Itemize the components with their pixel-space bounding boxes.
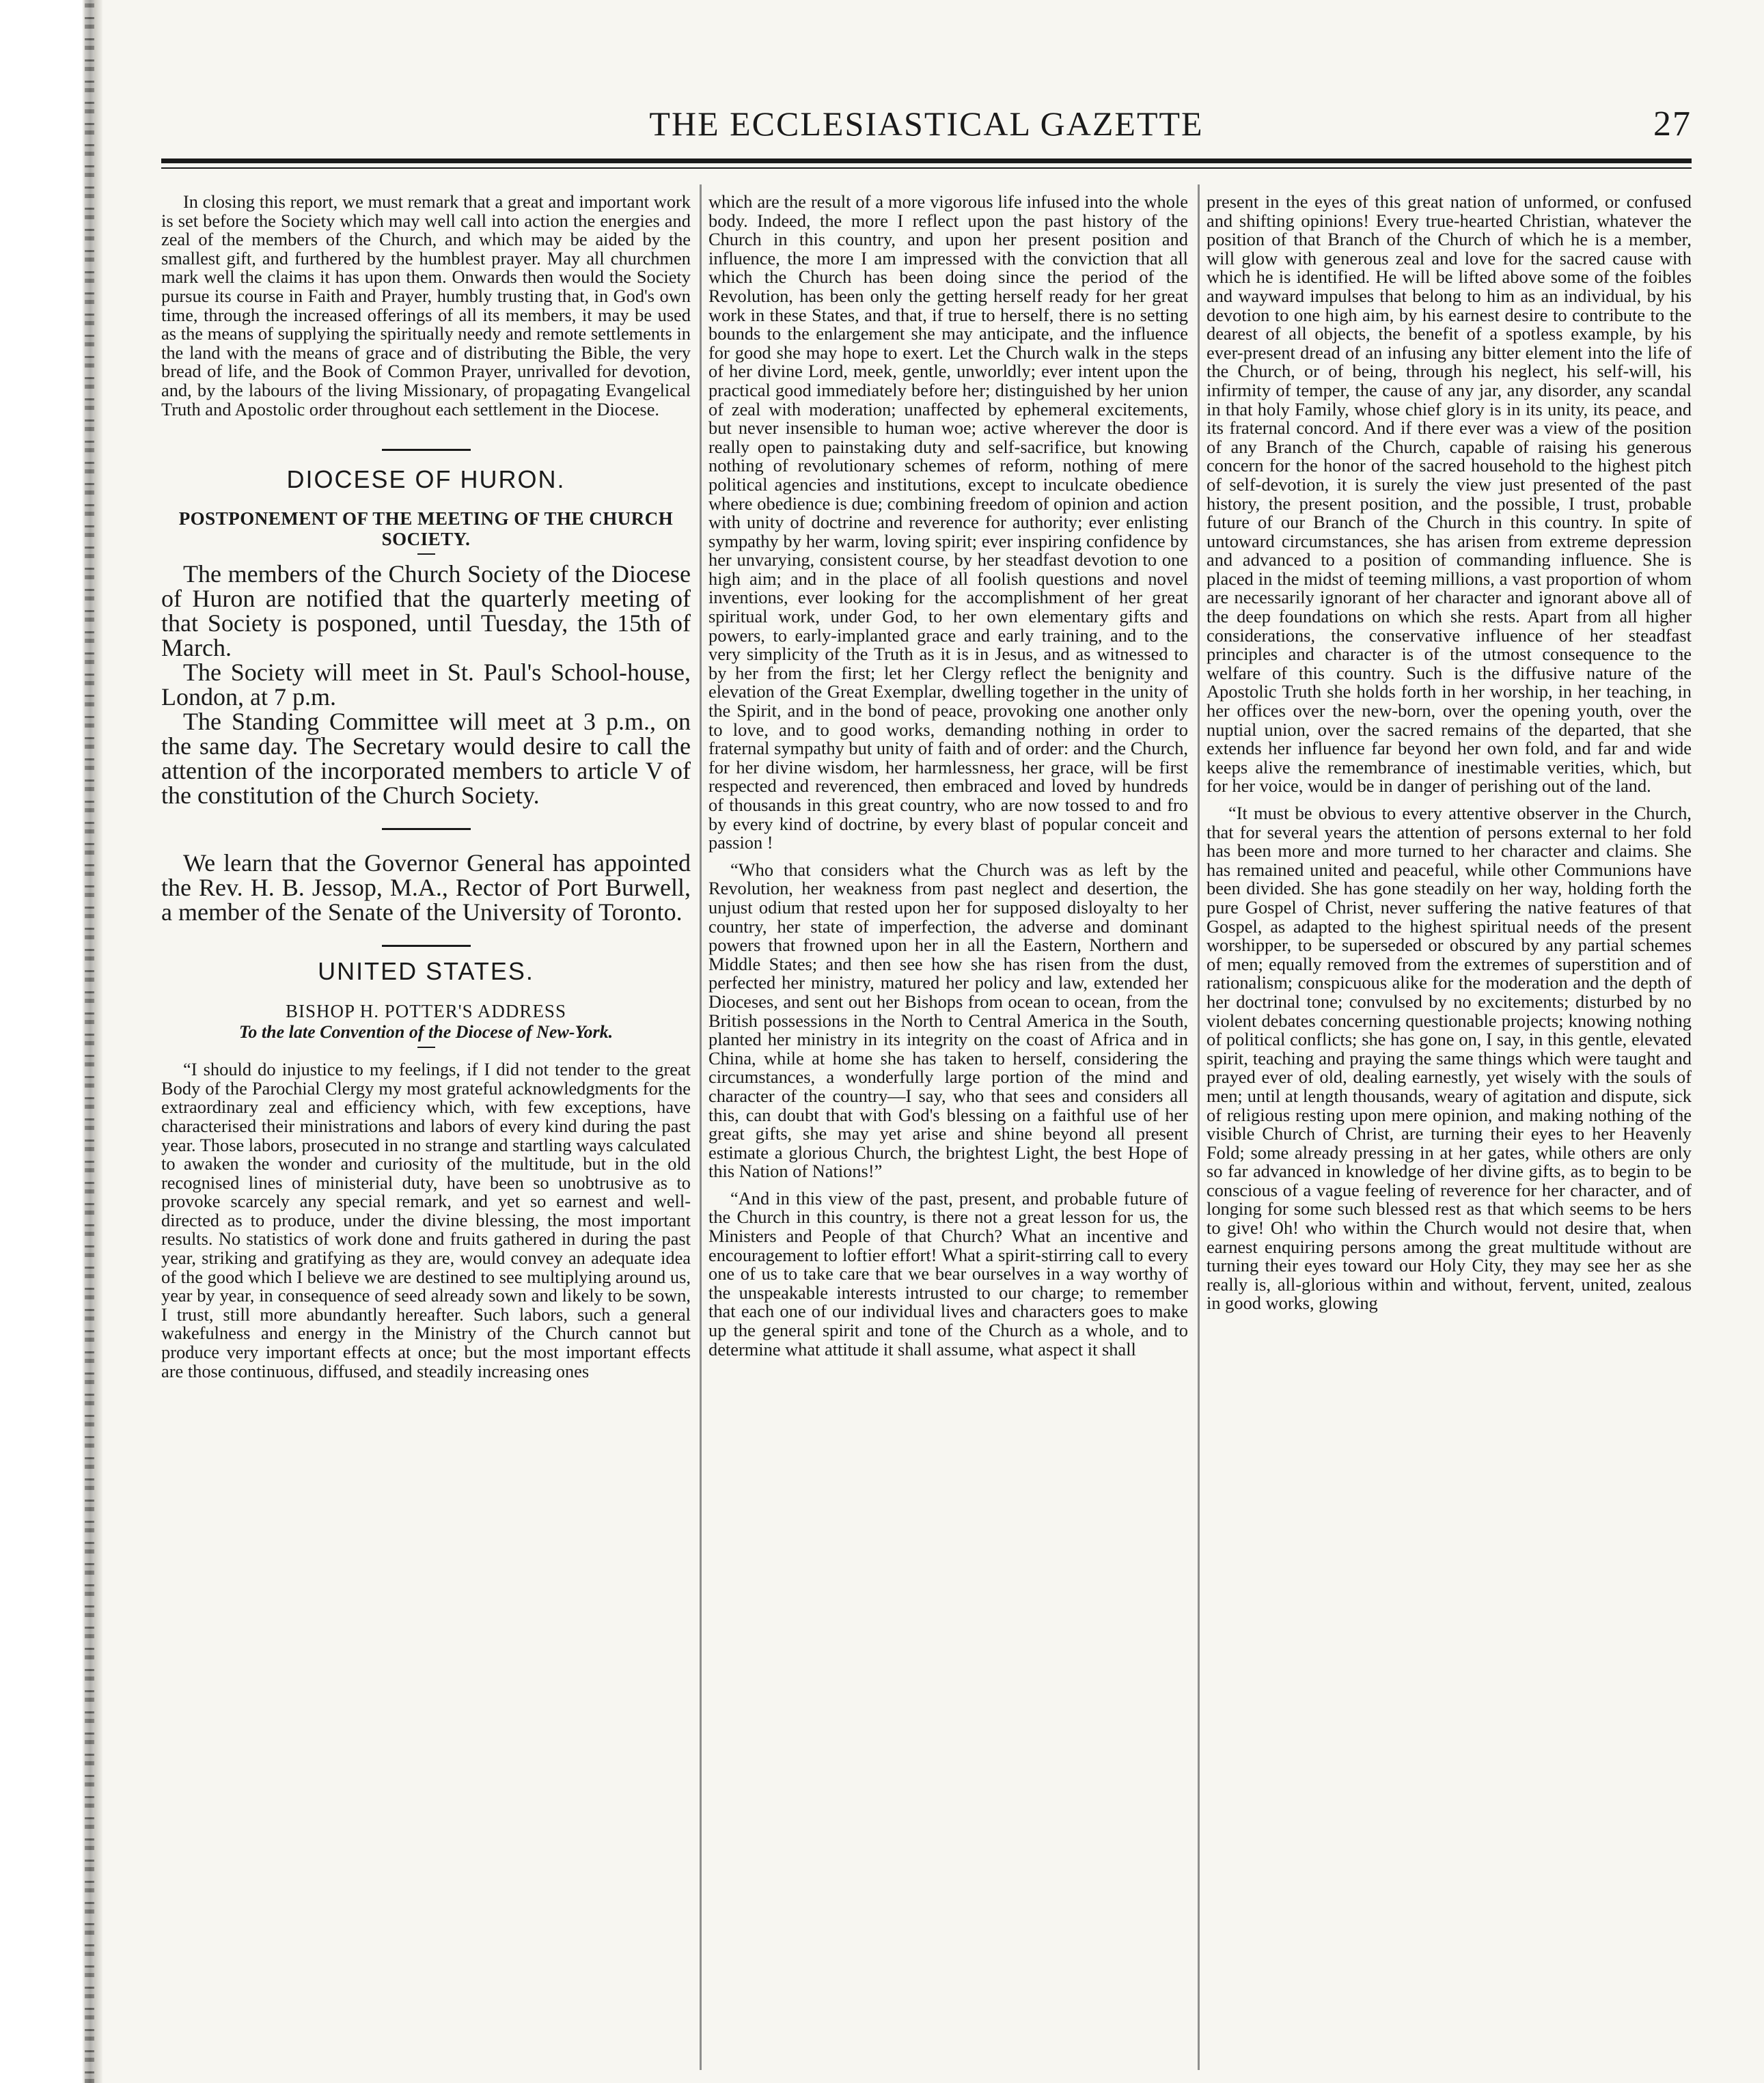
notice-meeting-place: The Society will meet in St. Paul's School-house, London, at 7 p.m.	[161, 659, 691, 711]
running-header	[161, 104, 1692, 143]
publication-title: THE ECCLESIASTICAL GAZETTE	[649, 105, 1204, 143]
paragraph-closing-report: In closing this report, we must remark that a great and important work is set before the Society which may well call into action the energies and zeal of the members of the Church, and which may be aided by the smallest gift, and furthered by the humblest prayer. May all churchmen mark well the claims it has upon them. Onwards then would the Society pursue its course in Faith and Prayer, humbly trusting that, in God's own time, through the increased offerings of all its members, it may be used as the means of supplying the spiritually needy and remote settlements in the land with the means of grace and of distributing the Bible, the very bread of life, and the Book of Common Prayer, unrivalled for devotion, and, by the labours of the living Missionary, of propagating Evangelical Truth and Apostolic order throughout each settlement in the Diocese.	[161, 193, 691, 419]
paragraph-potter-address: “I should do injustice to my feelings, if I did not tender to the great Body of the Parochial Clergy my most grateful acknowledgments for the extraordinary zeal and efficiency which, with few exceptions, have characterised their ministrations and labors of every kind during the past year. Those labors, prosecuted in no strange and startling ways calculated to awaken the wonder and curiosity of the multitude, but in the old recognised lines of ministerial duty, have been so unobtrusive as to provoke scarcely any special remark, and yet so earnest and well-directed as to produce, under the divine blessing, the most important results. No statistics of work done and fruits gathered in during the past year, striking and gratifying as they are, would convey an adequate idea of the good which I believe we are destined to see multiplying around us, year by year, in consequence of seed already sown and likely to be sown, I trust, still more abundantly hereafter. Such labors, such a general wakefulness and energy in the Ministry of the Church cannot but produce very important effects at once; but the most important effects are those continuous, diffused, and steadily increasing ones	[161, 1059, 691, 1381]
page-binding-edge	[0, 0, 102, 2083]
paragraph-revolution: “Who that considers what the Church was as left by the Revolution, her weakness from past neglect and desertion, the unjust odium that rested upon her for supposed disloyalty to her country, her state of imperfection, the adverse and dominant powers that frowned upon her in all the Eastern, Northern and Middle States; and then see how she has risen from the dust, perfected her ministry, matured her policy and law, extended her Dioceses, and sent out her Bishops from ocean to ocean, from the British possessions in the North to Central America in the South, planted her ministry in its integrity on the coast of Africa and in China, while at home she has taken to herself, considering the circumstances, a wonderfully large portion of the mind and character of the country—I say, who that sees and considers all this, can doubt that with God's blessing on a faithful use of her great gifts, she may yet arise and shine beyond all present estimate a glorious Church, the brightest Light, the best Hope of this Nation of Nations!”	[708, 859, 1188, 1182]
paragraph-attentive-observer: “It must be obvious to every attentive observer in the Church, that for several years the attention of persons external to her fold has been more and more turned to her character and claims. She has remained united and peaceful, while other Communions have been divided. She has gone steadily on her way, holding forth the pure Gospel of Christ, never suffering the native features of that Gospel, as adapted to the highest spiritual needs of the present worshipper, to be superseded or obscured by any partial schemes of men; equally removed from the extremes of superstition and of rationalism; conspicuous alike for the moderation and the depth of her doctrinal tone; convulsed by no excitements; disturbed by no violent debates concerning questionable projects; knowing nothing of political conflicts; she has gone on, I say, in this gentle, elevated spirit, teaching and praying the same things which were taught and prayed ever of old, dealing earnestly, yet wisely with the souls of men; until at length thousands, weary of agitation and dispute, sick of religious resting upon mere opinion, and making nothing of the visible Church of Christ, are turning their eyes to her Heavenly Fold; some already pressing in at her gates, while others are only so far advanced in knowledge of her divine gifts, as to begin to be conscious of a vague feeling of reverence for her character, and of longing for some such blessed rest as that which seems to be hers to give! Oh! who within the Church would not desire that, when earnest enquiring persons among the great multitude without are turning their eyes toward our Holy City, they may see her as she really is, all-glorious within and without, fervent, united, zealous in good works, glowing	[1207, 803, 1692, 1314]
header-rule-thick	[161, 158, 1692, 163]
column-3	[1207, 193, 1692, 2071]
header-rule-thin	[161, 167, 1692, 169]
notice-appointment: We learn that the Governor General has appointed the Rev. H. B. Jessop, M.A., Rector of Port Burwell, a member of the Senate of the University of Toronto.	[161, 849, 691, 926]
page-number: 27	[1653, 105, 1692, 143]
heading-dash	[417, 553, 435, 555]
paragraph-true-hearted-christian: present in the eyes of this great nation of unformed, or confused and shifting opinions! Every true-hearted Christian, whatever the position of that Branch of the Church of which he is a member, will glow with generous zeal and love for the sacred cause with which he is identified. He will be lifted above some of the foibles and wayward impulses that belong to him as an individual, by his devotion to one high aim, by his earnest desire to contribute to the dearest of all objects, the benefit of a spotless example, by his ever-present dread of an infusing any bitter element into the life of the Church, or of being, through his neglect, his self-will, his infirmity of temper, the cause of any jar, any disorder, any scandal in that holy Family, whose chief glory is in its unity, its peace, and its fraternal concord. And if there ever was a view of the position of any Branch of the Church, capable of raising his generous concern for the honor of the sacred household to the highest pitch of self-devotion, it is surely the view just presented of the past history, the present position, and the possible, I trust, probable future of our Branch of the Church in this country. In spite of untoward circumstances, she has arisen from extreme depression and advanced to a position of commanding influence. She is placed in the midst of teeming millions, a vast proportion of whom are necessarily ignorant of her character and ignorant above all of the deep foundations on which she rests. Apart from all higher considerations, the conservative influence of her steadfast principles and character is of the utmost consequence to the welfare of this country. Such is the diffusive nature of the Apostolic Truth she holds forth in her worship, in her teaching, in her offices over the new-born, over the opening youth, over the nuptial union, over the sacred remains of the departed, that she extends her influence far beyond her own fold, and far and wide keeps alive the remembrance of inestimable verities, which, but for her voice, would be in danger of perishing out of the land.	[1207, 193, 1692, 797]
column-divider-2	[1198, 184, 1200, 2070]
paragraph-lesson: “And in this view of the past, present, and probable future of the Church in this country, is there not a great lesson for us, the Ministers and People of that Church? What an incentive and encouragement to loftier effort! What a spirit-stirring call to every one of us to take care that we bear ourselves in a way worthy of the unspeakable interests intrusted to our charge; to remember that each one of our individual lives and characters goes to make up the general spirit and tone of the Church as a whole, and to determine what attitude it shall assume, what aspect it shall	[708, 1187, 1188, 1360]
section-rule	[382, 945, 471, 947]
notice-members: The members of the Church Society of the Diocese of Huron are notified that the quarterly meeting of that Society is posponed, until Tuesday, the 15th of March.	[161, 560, 691, 662]
heading-united-states: UNITED STATES.	[318, 957, 534, 986]
column-divider-1	[700, 184, 702, 2070]
section-rule	[382, 828, 471, 830]
column-2	[708, 193, 1188, 2071]
heading-dash	[417, 1047, 435, 1048]
paragraph-church-history: which are the result of a more vigorous life infused into the whole body. Indeed, the more I reflect upon the past history of the Church in this country, and upon her present position and influence, the more I am impressed with the conviction that all which the Church has been doing since the period of the Revolution, has been only the getting herself ready for her great work in these States, and that, if true to herself, there is no setting bounds to the enlargement she may anticipate, and the influence for good she may hope to exert. Let the Church walk in the steps of her divine Lord, meek, gentle, unworldly; ever intent upon the practical good immediately before her; distinguished by her union of zeal with moderation; unaffected by ephemeral excitements, but never insensible to human woe; active wherever the door is really open to painstaking duty and self-sacrifice, but knowing nothing of revolutionary schemes of reform, nothing of mere political agencies and institutions, except to inculcate obedience where obedience is due; combining freedom of opinion and action with unity of doctrine and reverence for authority; ever enlisting sympathy by her warm, loving spirit; ever inspiring confidence by her unvarying, consistent course, by her steadfast devotion to one high aim; and in the place of all foolish questions and novel inventions, ever looking for the accomplishment of her great spiritual work, under God, to her own elementary gifts and powers, to early-implanted grace and early training, and to the very simplicity of the Truth as it is in Jesus, and as witnessed to by her from the first; let her Clergy reflect the benignity and elevation of the Great Exemplar, dwelling together in the unity of the Spirit, and in the bond of peace, provoking one another only to love, and to good works, demanding nothing in order to fraternal sympathy but unity of faith and of order: and the Church, for her divine wisdom, her harmlessness, her grace, will be first respected and reverenced, then embraced and loved by hundreds of thousands in this great country, who are now tossed to and fro by every kind of doctrine, by every blast of popular conceit and passion !	[708, 193, 1188, 853]
heading-postponement: POSTPONEMENT OF THE MEETING OF THE CHURCH SOCIETY.	[178, 508, 674, 550]
notice-standing-committee: The Standing Committee will meet at 3 p.m., on the same day. The Secretary would desire to call the attention of the incorporated members to article V of the constitution of the Church Society.	[161, 708, 691, 810]
heading-diocese-of-huron: DIOCESE OF HURON.	[286, 465, 566, 494]
column-1	[161, 193, 691, 2071]
section-rule	[382, 449, 471, 451]
heading-bishop-potter-address: BISHOP H. POTTER'S ADDRESS	[286, 1001, 566, 1022]
heading-convention: To the late Convention of the Diocese of New-York.	[238, 1022, 614, 1043]
